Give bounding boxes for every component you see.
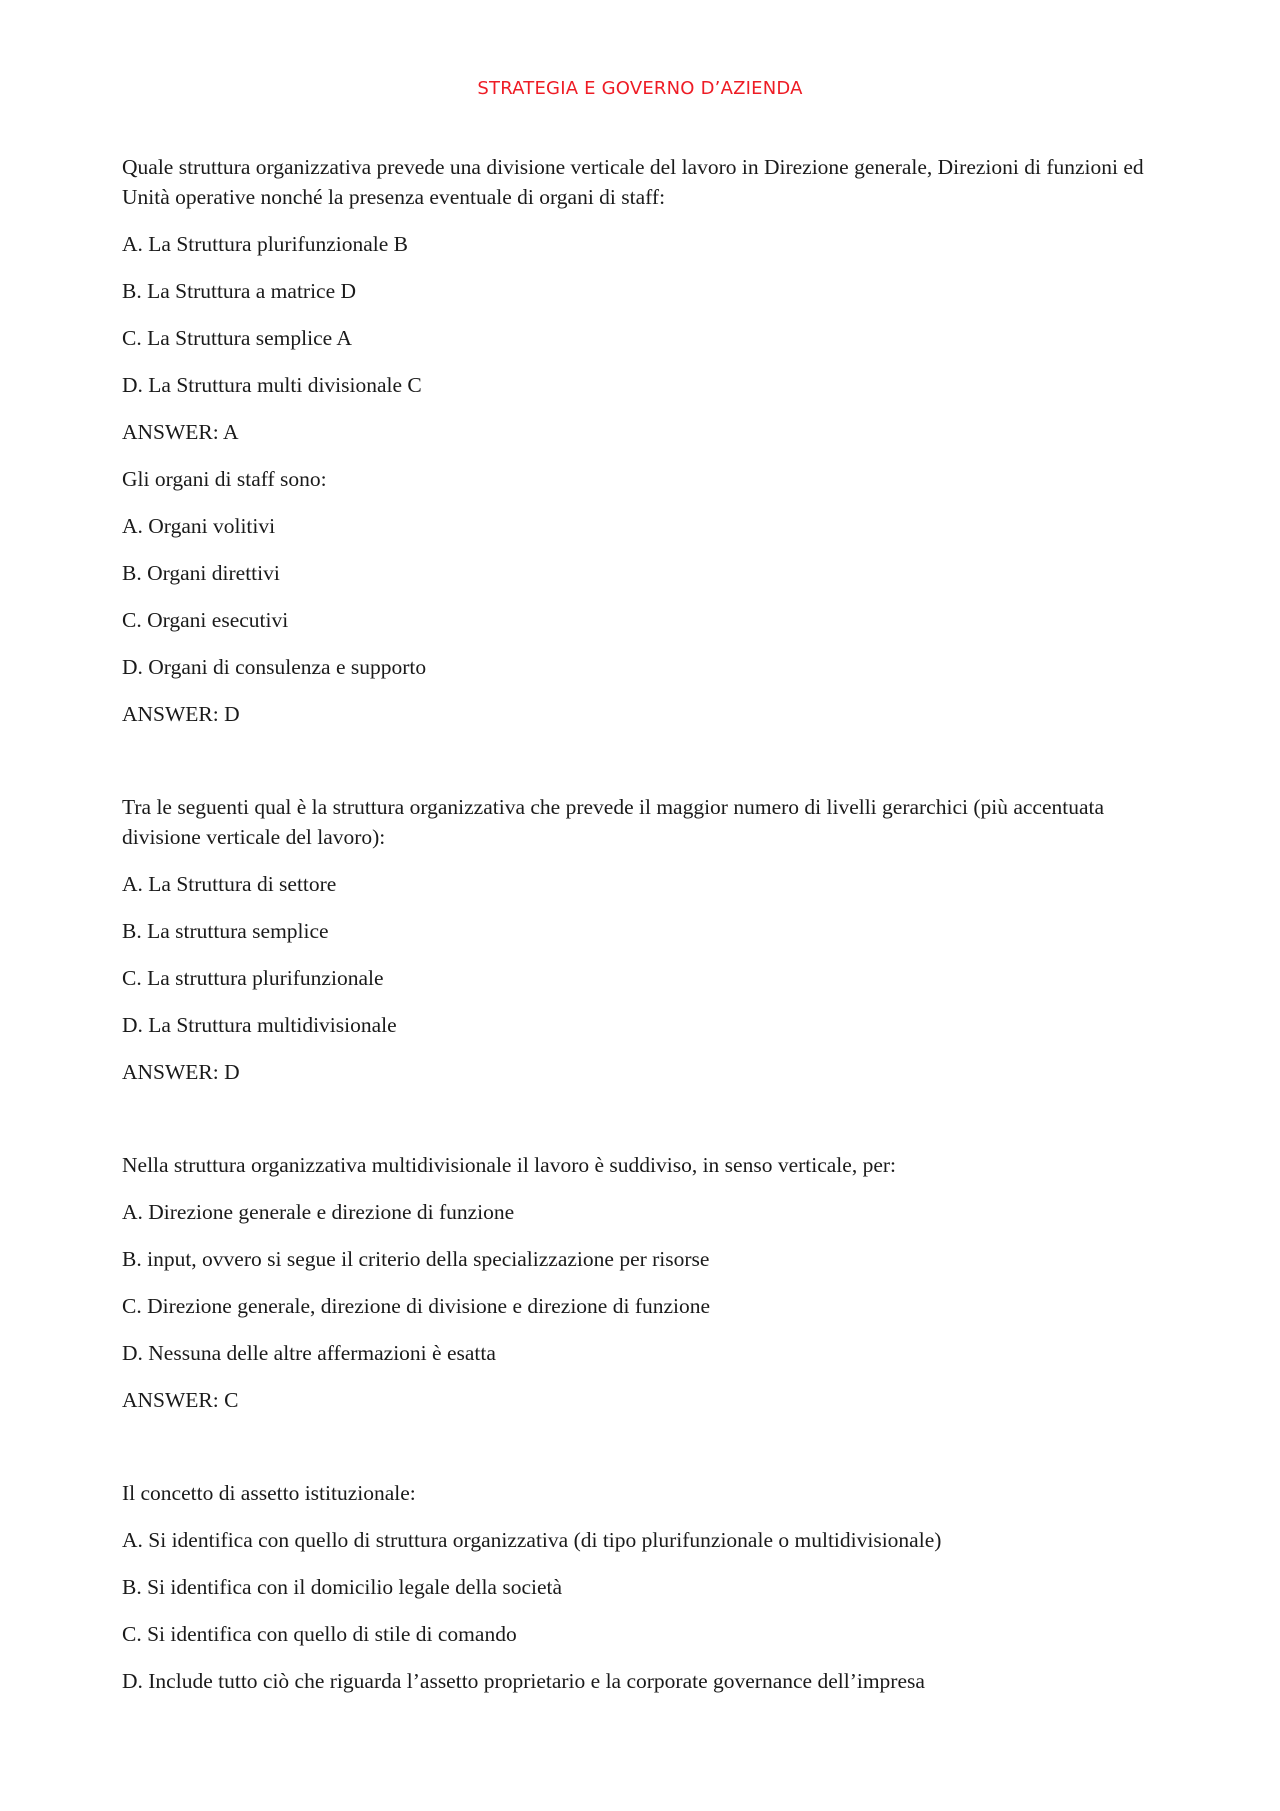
answer-text: ANSWER: A — [122, 420, 239, 444]
option-d: D. Nessuna delle altre affermazioni è esatta — [122, 1341, 496, 1365]
option-d: D. Include tutto ciò che riguarda l’assetto proprietario e la corporate governance dell’impresa — [122, 1669, 925, 1693]
answer-text: ANSWER: D — [122, 1060, 240, 1084]
option-b: B. La struttura semplice — [122, 919, 329, 943]
option-b: B. La Struttura a matrice D — [122, 279, 357, 303]
option-a: A. La Struttura di settore — [122, 872, 337, 896]
option-a: A. La Struttura plurifunzionale B — [122, 232, 408, 256]
option-c: C. Organi esecutivi — [122, 608, 289, 632]
option-a: A. Organi volitivi — [122, 514, 276, 538]
option-a: A. Direzione generale e direzione di funzione — [122, 1200, 515, 1224]
option-c: C. Direzione generale, direzione di divisione e direzione di funzione — [122, 1294, 711, 1318]
question-text: Tra le seguenti qual è la struttura organizzativa che prevede il maggior numero di livelli gerarchici (più accentuata divisione verticale del lavoro): — [122, 795, 1105, 849]
question-text: Nella struttura organizzativa multidivisionale il lavoro è suddiviso, in senso verticale, per: — [122, 1153, 896, 1177]
answer-text: ANSWER: C — [122, 1388, 239, 1412]
question-block — [122, 1150, 1152, 1415]
option-b: B. Organi direttivi — [122, 561, 280, 585]
option-b: B. input, ovvero si segue il criterio della specializzazione per risorse — [122, 1247, 710, 1271]
option-c: C. La struttura plurifunzionale — [122, 966, 384, 990]
question-block — [122, 464, 1152, 729]
question-block — [122, 1478, 1152, 1696]
option-d: D. La Struttura multidivisionale — [122, 1013, 397, 1037]
document-title: STRATEGIA E GOVERNO D’AZIENDA — [477, 78, 803, 99]
question-text: Gli organi di staff sono: — [122, 467, 327, 491]
option-d: D. La Struttura multi divisionale C — [122, 373, 422, 397]
option-b: B. Si identifica con il domicilio legale della società — [122, 1575, 563, 1599]
option-c: C. La Struttura semplice A — [122, 326, 352, 350]
question-block — [122, 792, 1152, 1087]
option-d: D. Organi di consulenza e supporto — [122, 655, 427, 679]
answer-text: ANSWER: D — [122, 702, 240, 726]
option-c: C. Si identifica con quello di stile di comando — [122, 1622, 517, 1646]
question-text: Quale struttura organizzativa prevede una divisione verticale del lavoro in Direzione generale, Direzioni di funzioni ed Unità operative nonché la presenza eventuale di organi di staff: — [122, 155, 1144, 209]
question-text: Il concetto di assetto istituzionale: — [122, 1481, 416, 1505]
option-a: A. Si identifica con quello di struttura organizzativa (di tipo plurifunzionale o multidivisionale) — [122, 1528, 942, 1552]
document-body — [122, 152, 1152, 1713]
question-block — [122, 152, 1152, 447]
